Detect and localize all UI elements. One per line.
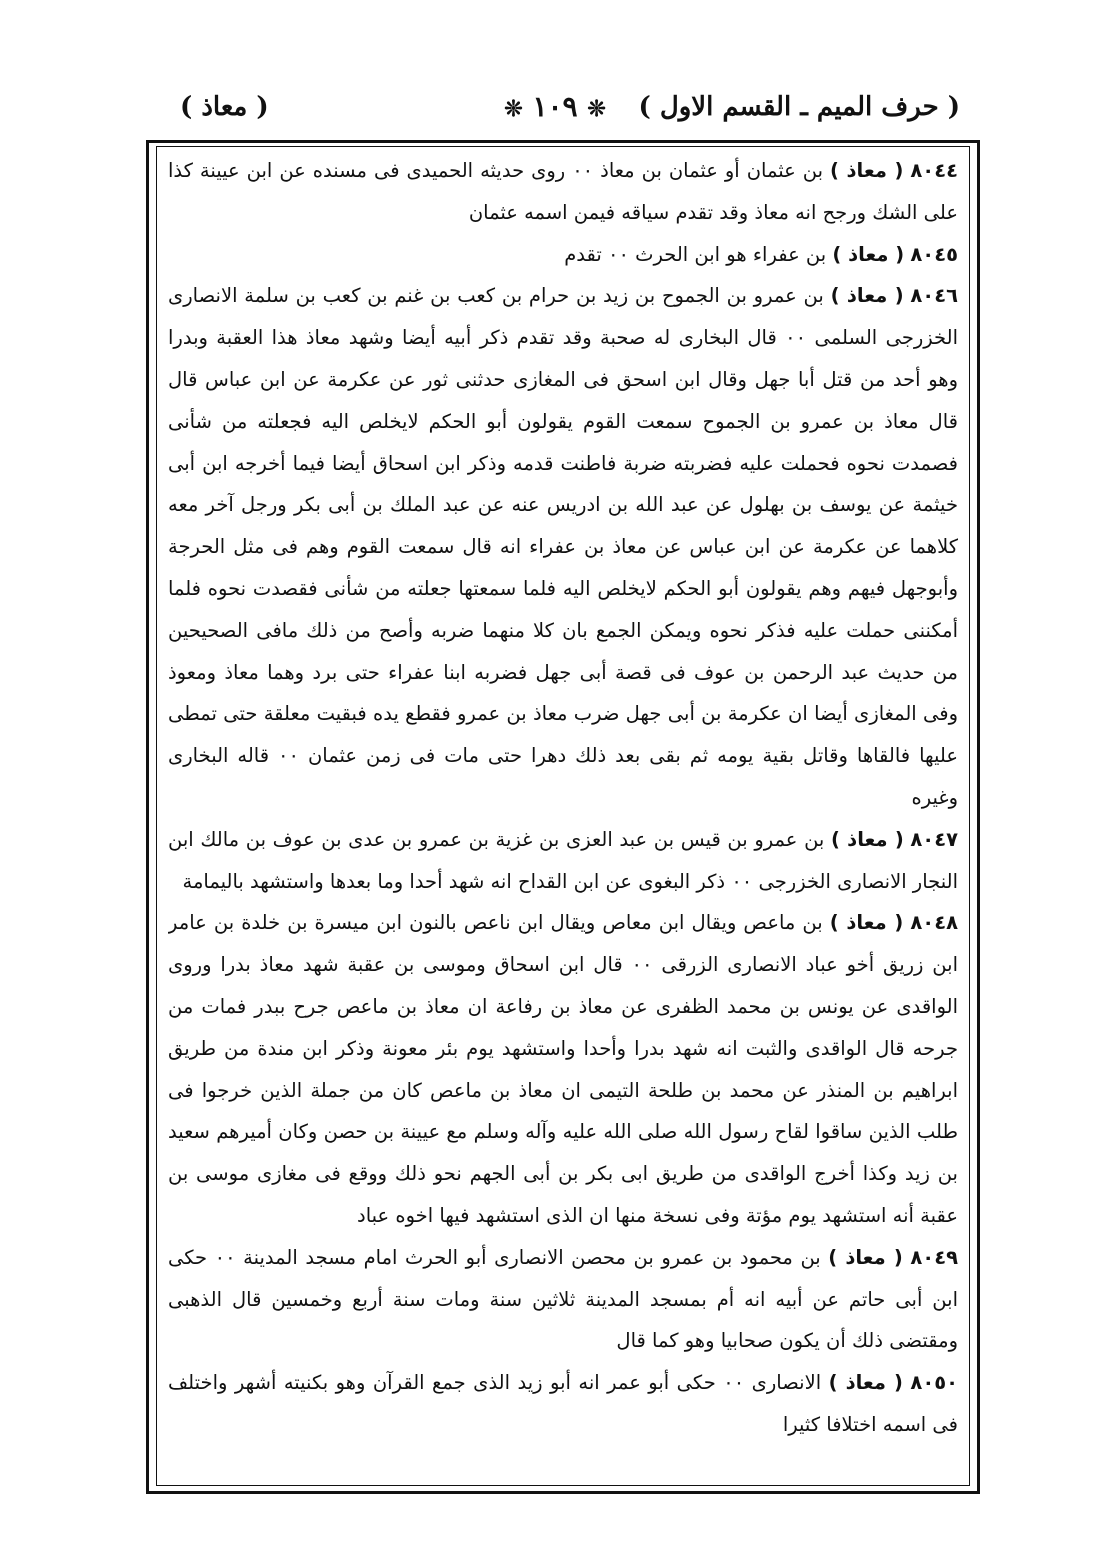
entry-number: ٨٠٤٩ (910, 1245, 958, 1269)
entry-name: ( معاذ ) (828, 1245, 903, 1269)
entry (168, 902, 958, 1236)
entry-number: ٨٠٤٧ (910, 827, 958, 851)
section-title: ( حرف الميم ـ القسم الاول ) (638, 92, 960, 122)
entry-name: ( معاذ ) (831, 827, 904, 851)
entry-text: بن عفراء هو ابن الحرث ٠٠ تقدم (564, 242, 827, 266)
ornament-icon: ❊ (587, 95, 606, 122)
biography-entries (168, 150, 958, 1480)
entry-text: بن ماعص ويقال ابن معاص ويقال ابن ناعص بالنون ابن ميسرة بن خلدة بن عامر ابن زريق أخو عباد الانصارى الزرقى ٠٠ قال ابن اسحاق وموسى بن عقبة شهد معاذ بدرا وروى الواقدى عن يونس بن محمد الظفرى عن معاذ بن رفاعة ان معاذ بن ماعص جرح ببدر فمات من جرحه قال الواقدى والثبت انه شهد بدرا وأحدا واستشهد يوم بئر معونة وذكر ابن مندة من طريق ابراهيم بن المنذر عن محمد بن طلحة التيمى ان معاذ بن ماعص كان من جملة الذين خرجوا فى طلب الذين ساقوا لقاح رسول الله صلى الله عليه وآله وسلم مع عيينة بن حصن وكان أميرهم سعيد بن زيد وكذا أخرج الواقدى من طريق ابى بكر بن أبى الجهم نحو ذلك ووقع فى مغازى موسى بن عقبة أنه استشهد يوم مؤتة وفى نسخة منها ان الذى استشهد فيها اخوه عباد (168, 911, 958, 1227)
entry-number: ٨٠٤٤ (910, 159, 958, 182)
entry-name: ( معاذ ) (829, 911, 904, 935)
entry-text: بن عثمان أو عثمان بن معاذ ٠٠ روى حديثه الحميدى فى مسنده عن ابن عيينة كذا على الشك ورجح انه معاذ وقد تقدم سياقه فيمن اسمه عثمان (168, 159, 958, 224)
page-number-value: ١٠٩ (532, 90, 578, 123)
entry-text: الانصارى ٠٠ حكى أبو عمر انه أبو زيد الذى جمع القرآن وهو بكنيته أشهر واختلف فى اسمه اختلافا كثيرا (168, 1371, 958, 1436)
page-number (504, 90, 606, 123)
entry-name: ( معاذ ) (830, 159, 904, 182)
entry-number: ٨٠٤٨ (910, 911, 958, 935)
entry (168, 1362, 958, 1446)
entry-name: ( معاذ ) (828, 1371, 903, 1395)
entry-text: بن محمود بن عمرو بن محصن الانصارى أبو الحرث امام مسجد المدينة ٠٠ حكى ابن أبى حاتم عن أبيه انه أم بمسجد المدينة ثلاثين سنة ومات سنة أربع وخمسين قال الذهبى ومقتضى ذلك أن يكون صحابيا وهو كما قال (168, 1245, 958, 1353)
entry (168, 150, 958, 234)
entry (168, 1237, 958, 1362)
entry (168, 234, 958, 276)
entry-name: ( معاذ ) (830, 284, 904, 308)
ornament-icon: ❊ (504, 95, 523, 122)
entry-name: ( معاذ ) (832, 242, 905, 266)
entry-number: ٨٠٤٥ (910, 242, 958, 266)
entry-name-header: ( معاذ ) (180, 92, 269, 122)
entry (168, 819, 958, 903)
entry-text: بن عمرو بن الجموح بن زيد بن حرام بن كعب بن غنم بن كعب بن سلمة الانصارى الخزرجى السلمى ٠٠ قال البخارى له صحبة وقد تقدم ذكر أبيه أيضا وشهد معاذ هذا العقبة وبدرا وهو أحد من قتل أبا جهل وقال ابن اسحق فى المغازى حدثنى ثور عن عكرمة عن ابن عباس قال قال معاذ بن عمرو بن الجموح سمعت القوم يقولون أبو الحكم لايخلص اليه فجعلته من شأنى فصمدت نحوه فحملت عليه فضربته ضربة فاطنت قدمه وذكر ابن اسحاق أيضا فيما أخرجه ابن أبى خيثمة عن يوسف بن بهلول عن عبد الله بن ادريس عنه عن عبد الملك بن أبى بكر ورجل آخر معه كلاهما عن عكرمة عن ابن عباس عن معاذ بن عفراء انه قال سمعت القوم وهم فى مثل الحرجة وأبوجهل فيهم وهم يقولون أبو الحكم لايخلص اليه فلما سمعتها جعلته من شأنى فقصدت نحوه فلما أمكننى حملت عليه فذكر نحوه ويمكن الجمع بان كلا منهما ضربه وأصح من ذلك مافى الصحيحين من حديث عبد الرحمن بن عوف فى قصة أبى جهل فضربه ابنا عفراء حتى برد وهما معاذ ومعوذ وفى المغازى أيضا ان عكرمة بن أبى جهل ضرب معاذ بن عمرو فقطع يده فبقيت معلقة حتى تمطى عليها فالقاها وقاتل بقية يومه ثم بقى بعد ذلك دهرا حتى مات فى زمن عثمان ٠٠ قاله البخارى وغيره (168, 284, 958, 809)
running-header (150, 92, 960, 132)
entry-text: بن عمرو بن قيس بن عبد العزى بن غزية بن عمرو بن عدى بن عوف بن مالك ابن النجار الانصارى الخزرجى ٠٠ ذكر البغوى عن ابن القداح انه شهد أحدا وما بعدها واستشهد باليمامة (168, 827, 958, 893)
entry-number: ٨٠٤٦ (910, 284, 958, 308)
entry (168, 275, 958, 818)
entry-number: ٨٠٥٠ (910, 1371, 958, 1395)
